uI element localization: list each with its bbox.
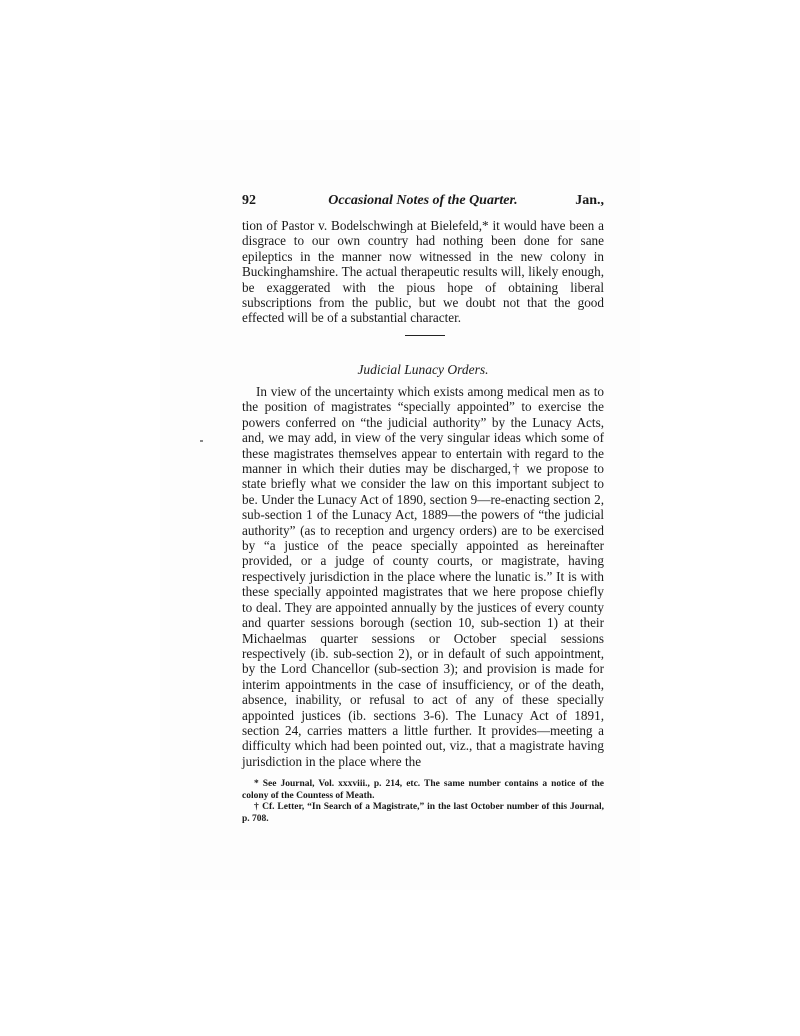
footnote-1: * See Journal, Vol. xxxviii., p. 214, etc. The same number contains a notice of the colony of the Countess of Meath. — [242, 779, 604, 801]
footnote-2: † Cf. Letter, “In Search of a Magistrate,” in the last October number of this Journal, p. 708. — [242, 802, 604, 824]
section-divider — [405, 335, 445, 336]
paragraph-continuation: tion of Pastor v. Bodelschwingh at Bielefeld,* it would have been a disgrace to our own country had nothing been done for sane epileptics in the manner now witnessed in the new colony in Buckinghamshire. The actual therapeutic results will, likely enough, be exaggerated with the pious hope of obtaining liberal subscriptions from the public, but we doubt not that the good effected will be of a substantial character. — [242, 218, 604, 326]
footnotes — [242, 779, 604, 825]
running-header — [242, 193, 604, 211]
margin-speck — [200, 440, 203, 442]
section-title: Judicial Lunacy Orders. — [357, 362, 489, 377]
header-month: Jan., — [575, 193, 604, 208]
page-number: 92 — [242, 193, 256, 208]
paragraph-judicial-lunacy: In view of the uncertainty which exists among medical men as to the position of magistrates “specially appointed” to exercise the powers conferred on “the judicial authority” by the Lunacy Acts, and, we may add, in view of the very singular ideas which some of these magistrates themselves appear to entertain with regard to the manner in which their duties may be discharged,† we propose to state briefly what we consider the law on this important subject to be. Under the Lunacy Act of 1890, section 9—re-enacting section 2, sub-section 1 of the Lunacy Act, 1889—the powers of “the judicial authority” (as to reception and urgency orders) are to be exercised by “a justice of the peace specially appointed as hereinafter provided, or a judge of county courts, or magistrate, having respectively jurisdiction in the place where the lunatic is.” It is with these specially appointed magistrates that we here propose chiefly to deal. They are appointed annually by the justices of every county and quarter sessions borough (section 10, sub-section 1) at their Michaelmas quarter sessions or October special sessions respectively (ib. sub-section 2), or in default of such appointment, by the Lord Chancellor (sub-section 3); and provision is made for interim appointments in the case of insufficiency, or of the death, absence, inability, or refusal to act of any of these specially appointed justices (ib. sections 3-6). The Lunacy Act of 1891, section 24, carries matters a little further. It provides—meeting a difficulty which had been pointed out, viz., that a magistrate having jurisdiction in the place where the — [242, 384, 604, 769]
running-title: Occasional Notes of the Quarter. — [328, 193, 518, 208]
